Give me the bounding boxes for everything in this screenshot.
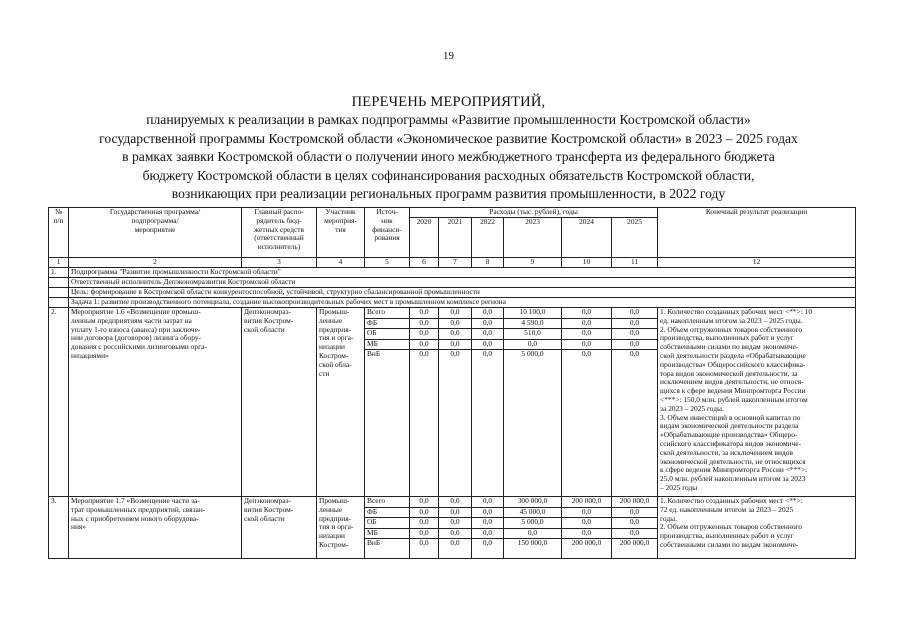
value-cell: 300 000,0 [504,497,562,508]
value-cell: 200 000,0 [562,497,612,508]
section-number: 1. [49,268,69,278]
column-number: 3 [242,258,317,268]
row-executor: Депэкономраз- вития Костром- ской области [242,497,317,559]
header-executor: Главный распо- рядитель бюд- жетных средств (ответственный исполнитель) [242,208,317,258]
table-header-row [49,208,856,218]
source-name: МБ [365,528,410,539]
value-cell: 0,0 [472,318,504,329]
section-task: Задача 1: развитие производственного потенциала, создание высокопроизводительных рабочих мест в промышленном комплексе региона [69,298,856,308]
value-cell: 0,0 [410,339,439,350]
value-cell: 0,0 [410,528,439,539]
value-cell: 0,0 [439,507,472,518]
heading-line: возникающих при реализации региональных программ развития промышленности, в 2022 году [171,186,726,201]
value-cell: 45 000,0 [504,507,562,518]
value-cell: 0,0 [612,518,658,529]
heading-line: в рамках заявки Костромской области о получении иного межбюджетного трансферта из федерального бюджета [122,149,775,164]
value-cell: 0,0 [562,339,612,350]
header-source: Источ- ник финанси- рования [365,208,410,258]
value-cell: 0,0 [562,350,612,497]
row-program: Мероприятие 1.7 «Возмещение части за- трат промышленных предприятий, связан- ных с приобретением нового оборудова- ния» [69,497,242,559]
value-cell: 0,0 [472,339,504,350]
row-executor: Депэкономраз- вития Костром- ской области [242,308,317,497]
header-participant: Участник мероприя- тия [317,208,365,258]
value-cell: 0,0 [410,318,439,329]
value-cell: 0,0 [410,308,439,319]
value-cell: 0,0 [612,507,658,518]
value-cell: 200 000,0 [612,539,658,559]
source-name: Всего [365,308,410,319]
value-cell: 0,0 [439,518,472,529]
row-result: 1. Количество созданных рабочих мест <**>: 72 ед. накопленным итогом за 2023 – 2025 годы. 2. Объем отгруженных товаров собственного производства, выполненных работ и услуг собственными силами по видам экономиче- [658,497,856,559]
source-name: ФБ [365,318,410,329]
column-number: 7 [439,258,472,268]
value-cell: 0,0 [562,318,612,329]
row-participant: Промыш- ленные предприя- тия и орга- низации Костром- [317,497,365,559]
header-year: 2024 [562,218,612,258]
value-cell: 0,0 [562,308,612,319]
value-cell: 0,0 [472,497,504,508]
source-name: МБ [365,339,410,350]
column-number: 10 [562,258,612,268]
section-executor: Ответственный исполнитель Депэкономразвития Костромской области [69,278,856,288]
header-expenses: Расходы (тыс. рублей), годы [410,208,658,218]
value-cell: 0,0 [472,539,504,559]
value-cell: 0,0 [439,308,472,319]
table-row [49,497,856,508]
value-cell: 0,0 [562,329,612,340]
source-name: Всего [365,497,410,508]
value-cell: 0,0 [612,350,658,497]
section-task-row [49,298,856,308]
row-participant: Промыш- ленные предприя- тия и орга- низации Костром- ской обла- сти [317,308,365,497]
document-heading [40,94,857,204]
value-cell: 5 000,0 [504,350,562,497]
header-year: 2021 [439,218,472,258]
value-cell: 0,0 [410,329,439,340]
section-subprogram-row [49,268,856,278]
value-cell: 0,0 [410,539,439,559]
value-cell: 200 000,0 [612,497,658,508]
row-program: Мероприятие 1.6 «Возмещение промыш- ленным предприятиям части затрат на уплату 1-го взноса (аванса) при заключе- нии договора (договоров) лизинга обору- дования с российскими лизинговыми орга- низациями» [69,308,242,497]
value-cell: 0,0 [472,528,504,539]
column-number-row [49,258,856,268]
value-cell: 150 000,0 [504,539,562,559]
value-cell: 0,0 [472,350,504,497]
header-program: Государственная программа/ подпрограмма/ мероприятие [69,208,242,258]
header-year: 2022 [472,218,504,258]
column-number: 4 [317,258,365,268]
value-cell: 0,0 [439,539,472,559]
value-cell: 0,0 [472,507,504,518]
source-name: ВнБ [365,539,410,559]
value-cell: 0,0 [562,528,612,539]
value-cell: 0,0 [562,507,612,518]
source-name: ОБ [365,329,410,340]
section-executor-row [49,278,856,288]
column-number: 12 [658,258,856,268]
value-cell: 0,0 [504,339,562,350]
section-goal: Цель: формирование в Костромской области конкурентоспособной, устойчивой, структурно сбалансированной промышленности [69,288,856,298]
value-cell: 5 000,0 [504,518,562,529]
header-year: 2020 [410,218,439,258]
row-number: 3. [49,497,69,559]
value-cell: 4 590,0 [504,318,562,329]
value-cell: 510,0 [504,329,562,340]
value-cell: 0,0 [439,329,472,340]
column-number: 9 [504,258,562,268]
value-cell: 0,0 [612,329,658,340]
row-number: 2. [49,308,69,497]
source-name: ФБ [365,507,410,518]
header-num: № п/п [49,208,69,258]
value-cell: 0,0 [439,339,472,350]
column-number: 5 [365,258,410,268]
heading-line: государственной программы Костромской области «Экономическое развитие Костромской области» в 2023 – 2025 годах [99,130,798,146]
value-cell: 0,0 [504,528,562,539]
value-cell: 0,0 [439,528,472,539]
value-cell: 0,0 [439,318,472,329]
column-number: 2 [69,258,242,268]
value-cell: 0,0 [612,308,658,319]
header-year: 2023 [504,218,562,258]
value-cell: 10 100,0 [504,308,562,319]
source-name: ВнБ [365,350,410,497]
table-row [49,308,856,319]
value-cell: 0,0 [439,350,472,497]
column-number: 6 [410,258,439,268]
value-cell: 0,0 [410,518,439,529]
heading-line: бюджету Костромской области в целях софинансирования расходных обязательств Костромской области, [142,167,755,183]
value-cell: 0,0 [410,507,439,518]
section-subprogram: Подпрограмма "Развитие промышленности Костромской области" [69,268,856,278]
source-name: ОБ [365,518,410,529]
value-cell: 200 000,0 [562,539,612,559]
row-result: 1. Количество созданных рабочих мест <**>: 10 ед. накопленным итогом за 2023 – 2025 годы. 2. Объем отгруженных товаров собственного производства, выполненных работ и услуг собственными силами по видам экономиче- ской деятельности раздела «Обрабатывающие производства» Общероссийского классифика- тора видов экономической деятельности, за исключением видов деятельности, не относя- щихся к сфере ведения Минпромторга России <***>: 150,0 млн. рублей накопленным итогом за 2023 – 2025 годы. 3. Объем инвестиций в основной капитал по видам экономической деятельности раздела «Обрабатывающие производства» Общеро- ссийского классификатора видов экономиче- ской деятельности, за исключением видов экономической деятельности, не относящихся к сфере ведения Минпромторга России <***>: 25,0 млн. рублей накопленным итогом за 2023 – 2025 годы [658,308,856,497]
activities-table [48,207,856,559]
header-year: 2025 [612,218,658,258]
heading-line: планируемых к реализации в рамках подпрограммы «Развитие промышленности Костромской области» [146,112,751,127]
section-goal-row [49,288,856,298]
column-number: 1 [49,258,69,268]
value-cell: 0,0 [439,497,472,508]
value-cell: 0,0 [472,308,504,319]
value-cell: 0,0 [612,318,658,329]
value-cell: 0,0 [472,518,504,529]
value-cell: 0,0 [612,528,658,539]
value-cell: 0,0 [410,497,439,508]
document-title: ПЕРЕЧЕНЬ МЕРОПРИЯТИЙ, [351,94,546,110]
column-number: 11 [612,258,658,268]
value-cell: 0,0 [562,518,612,529]
column-number: 8 [472,258,504,268]
page-number: 19 [443,50,454,62]
value-cell: 0,0 [410,350,439,497]
value-cell: 0,0 [612,339,658,350]
value-cell: 0,0 [472,329,504,340]
header-result: Конечный результат реализации [658,208,856,258]
